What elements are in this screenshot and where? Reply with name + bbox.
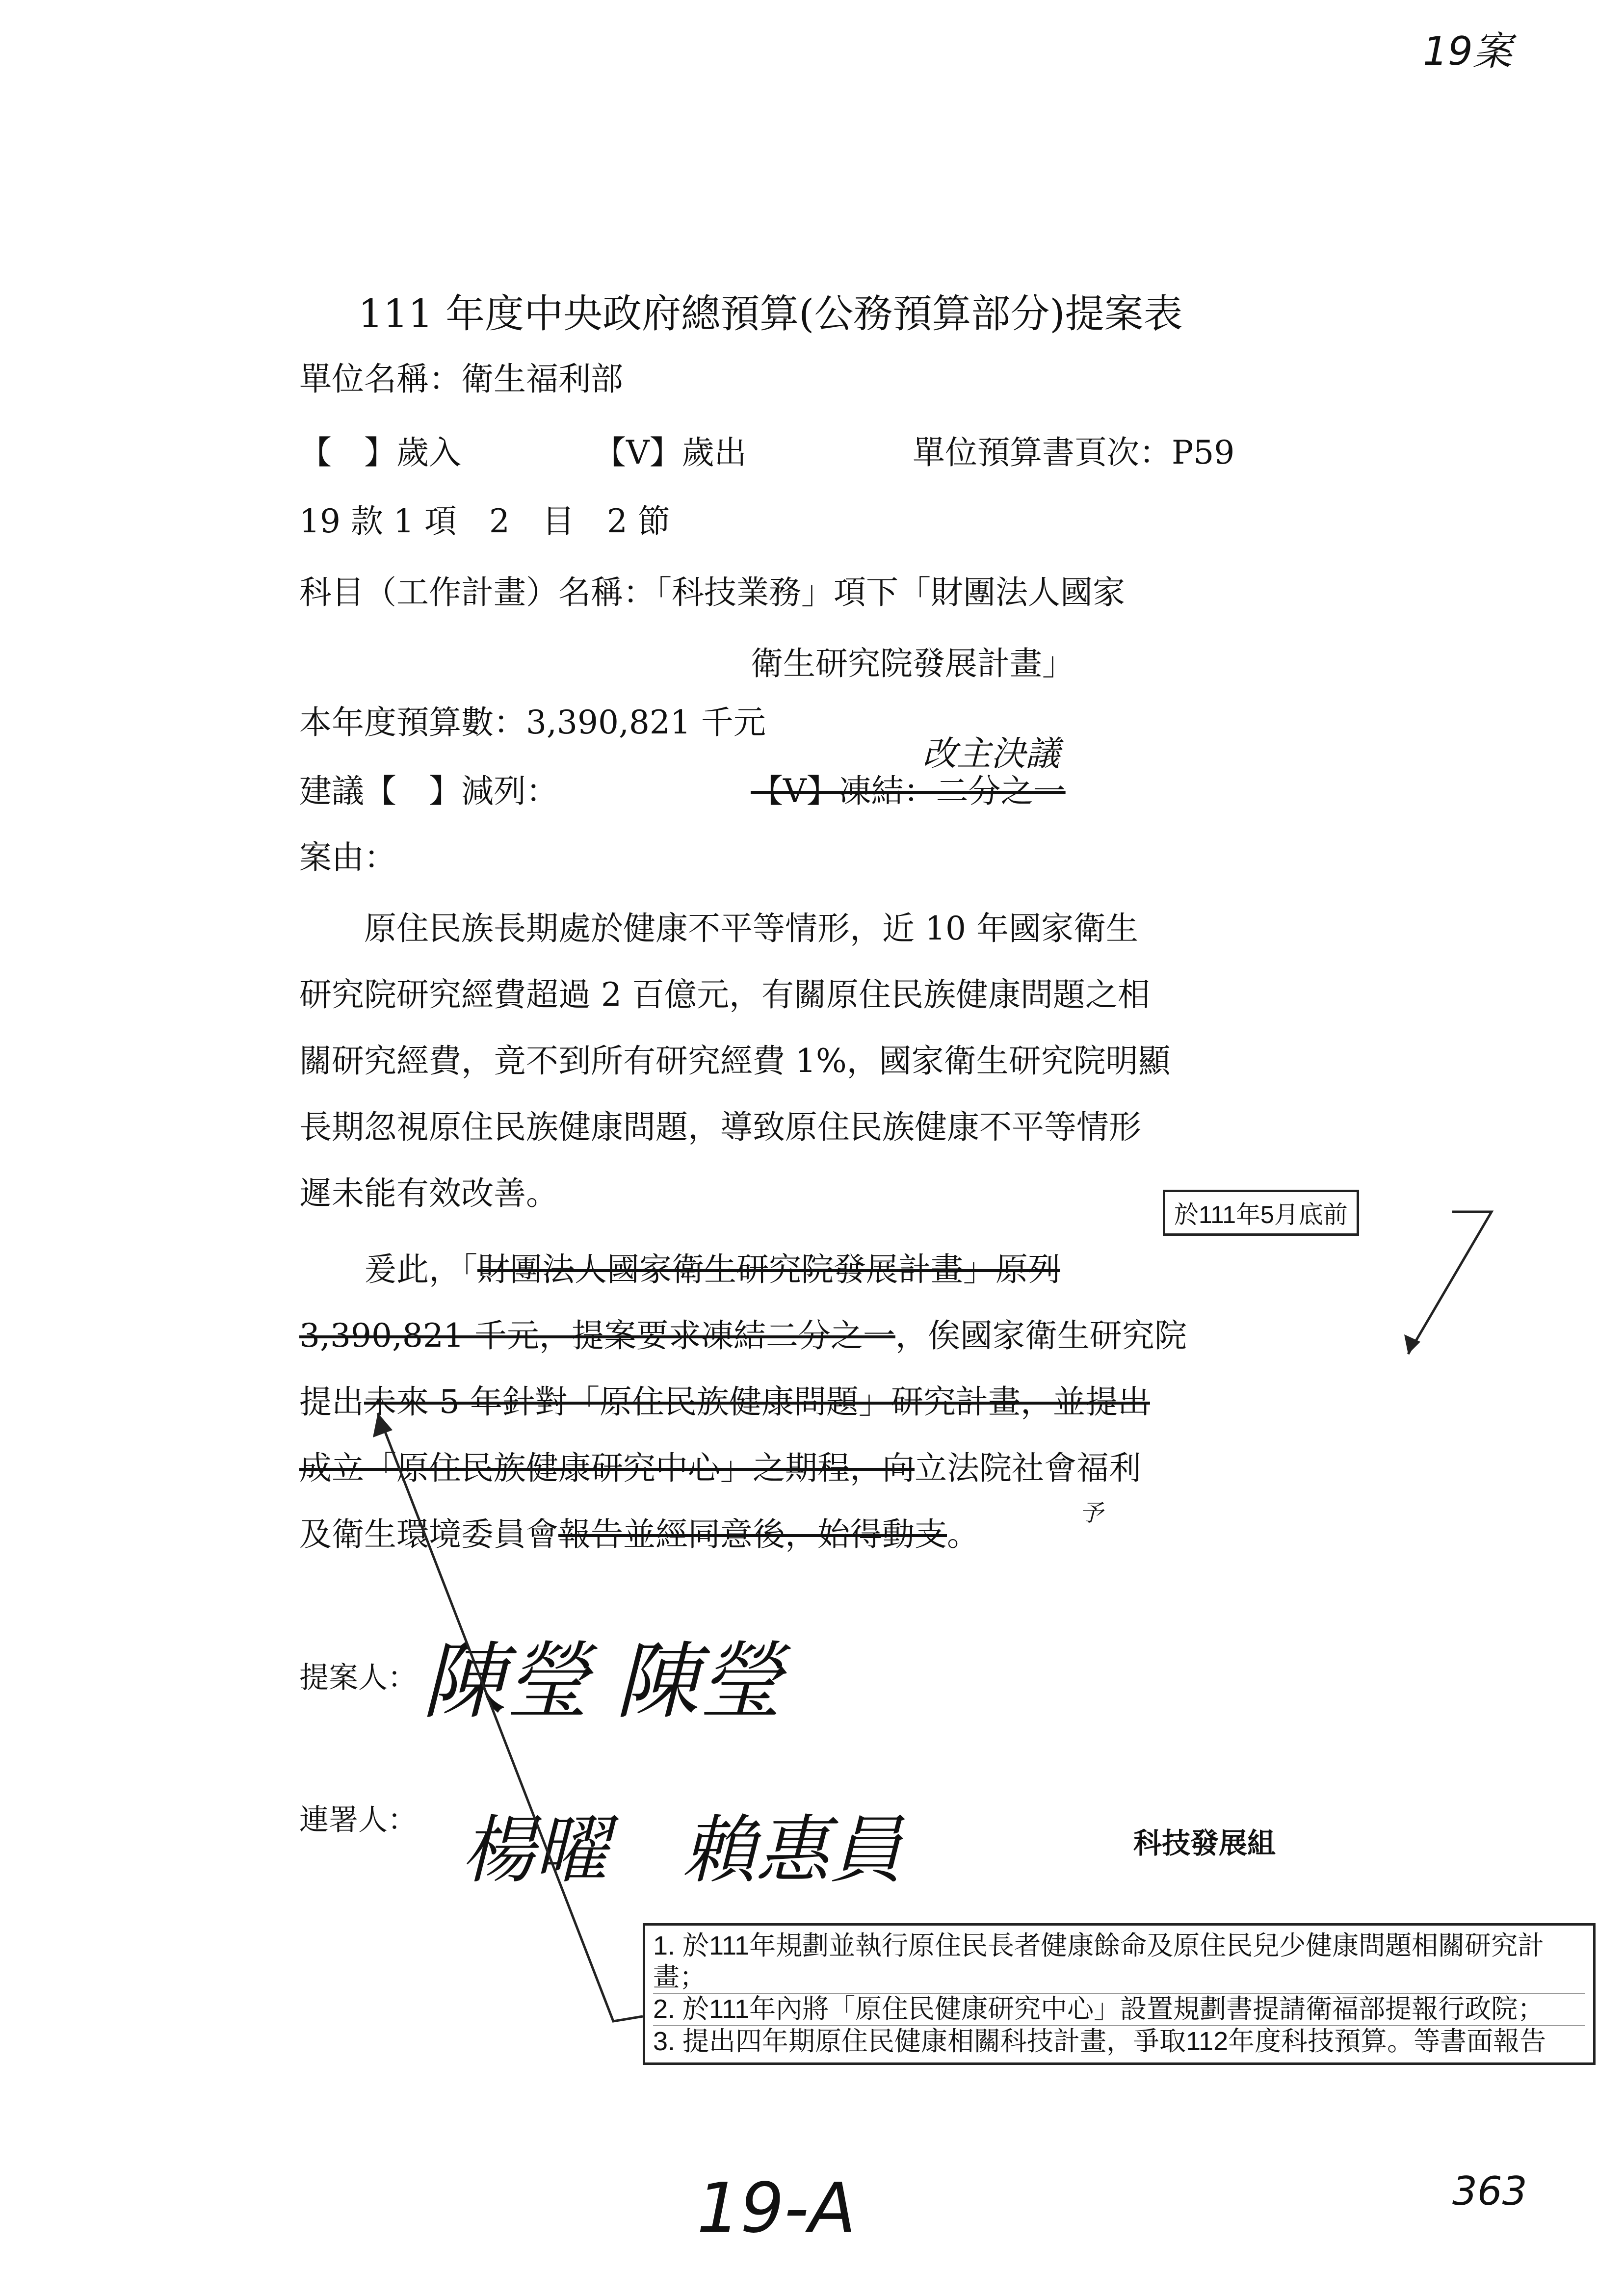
notes-arrow [378, 1413, 643, 2021]
cosigner-label: 連署人： [299, 1803, 417, 1837]
suggest-label: 建議【 】減列： [299, 772, 558, 810]
footer-id: 19-A [697, 2168, 856, 2248]
para1-line-1: 原住民族長期處於健康不平等情形，近 10 年國家衛生 [299, 910, 1138, 947]
para2-struck: 未來 5 年針對「原住民族健康問題」研究計畫，並提出 [364, 1383, 1150, 1421]
reason-label: 案由： [299, 838, 396, 876]
para2-struck: 3,390,821 千元，提案要求凍結二分之一 [299, 1317, 895, 1355]
section-line: 19 款 1 項 2 目 2 節 [299, 502, 670, 540]
note-item-2: 2. 於111年內將「原住民健康研究中心」設置規劃書提請衛福部提報行政院； [653, 1994, 1585, 2026]
para2-struck: 報告並經同意後，始得動支 [558, 1515, 947, 1553]
insert-char: 予 [1079, 1499, 1103, 1527]
budget-page-ref: 單位預算書頁次：P59 [913, 434, 1235, 471]
department-label: 科技發展組 [1133, 1827, 1276, 1859]
proposer-label: 提案人： [299, 1661, 417, 1695]
document-title: 111 年度中央政府總預算(公務預算部分)提案表 [358, 291, 1183, 337]
corner-note: 19案 [1423, 28, 1512, 74]
item-name-cont: 衛生研究院發展計畫」 [751, 645, 1074, 682]
para2-text: 及衛生環境委員會 [299, 1515, 558, 1553]
budget-amount: 本年度預算數：3,390,821 千元 [299, 704, 766, 741]
expense-checkbox: 【V】歲出 [594, 434, 747, 471]
notes-arrowhead [373, 1413, 393, 1437]
para1-line-4: 長期忽視原住民族健康問題，導致原住民族健康不平等情形 [299, 1108, 1141, 1146]
income-checkbox: 【 】歲入 [299, 434, 461, 471]
para2-text: ，俟國家衛生研究院 [895, 1317, 1187, 1355]
note-item-1: 1. 於111年規劃並執行原住民長者健康餘命及原住民兒少健康問題相關研究計畫； [653, 1931, 1585, 1994]
suggest-freeze-struck: 【V】凍結：二分之一 [751, 772, 1066, 810]
handwritten-change-note: 改主決議 [922, 733, 1060, 774]
para1-line-2: 研究院研究經費超過 2 百億元，有關原住民族健康問題之相 [299, 976, 1150, 1014]
insert-arrow [1408, 1212, 1492, 1354]
page-number: 363 [1452, 2168, 1527, 2214]
item-name: 科目（工作計畫）名稱：「科技業務」項下「財團法人國家 [299, 574, 1125, 611]
note-item-3: 3. 提出四年期原住民健康相關科技計畫，爭取112年度科技預算。等書面報告 [653, 2027, 1546, 2057]
para2-text: 立法院社會福利 [915, 1449, 1141, 1487]
para2-text: 爰此，「 [299, 1251, 477, 1288]
insert-date-box: 於111年5月底前 [1163, 1190, 1359, 1236]
cosigner-signatures: 楊曜 賴惠員 [461, 1808, 903, 1893]
para2-text: 。 [947, 1515, 979, 1553]
proposer-signature: 陳瑩 陳瑩 [422, 1633, 783, 1730]
para2-text: 提出 [299, 1383, 364, 1421]
unit-name: 單位名稱：衛生福利部 [299, 360, 623, 398]
para2-struck: 財團法人國家衛生研究院發展計畫」原列 [477, 1251, 1060, 1288]
para1-line-5: 遲未能有效改善。 [299, 1174, 558, 1212]
para2-struck: 成立「原住民族健康研究中心」之期程，向 [299, 1449, 915, 1487]
para1-line-3: 關研究經費，竟不到所有研究經費 1%，國家衛生研究院明顯 [299, 1042, 1171, 1080]
